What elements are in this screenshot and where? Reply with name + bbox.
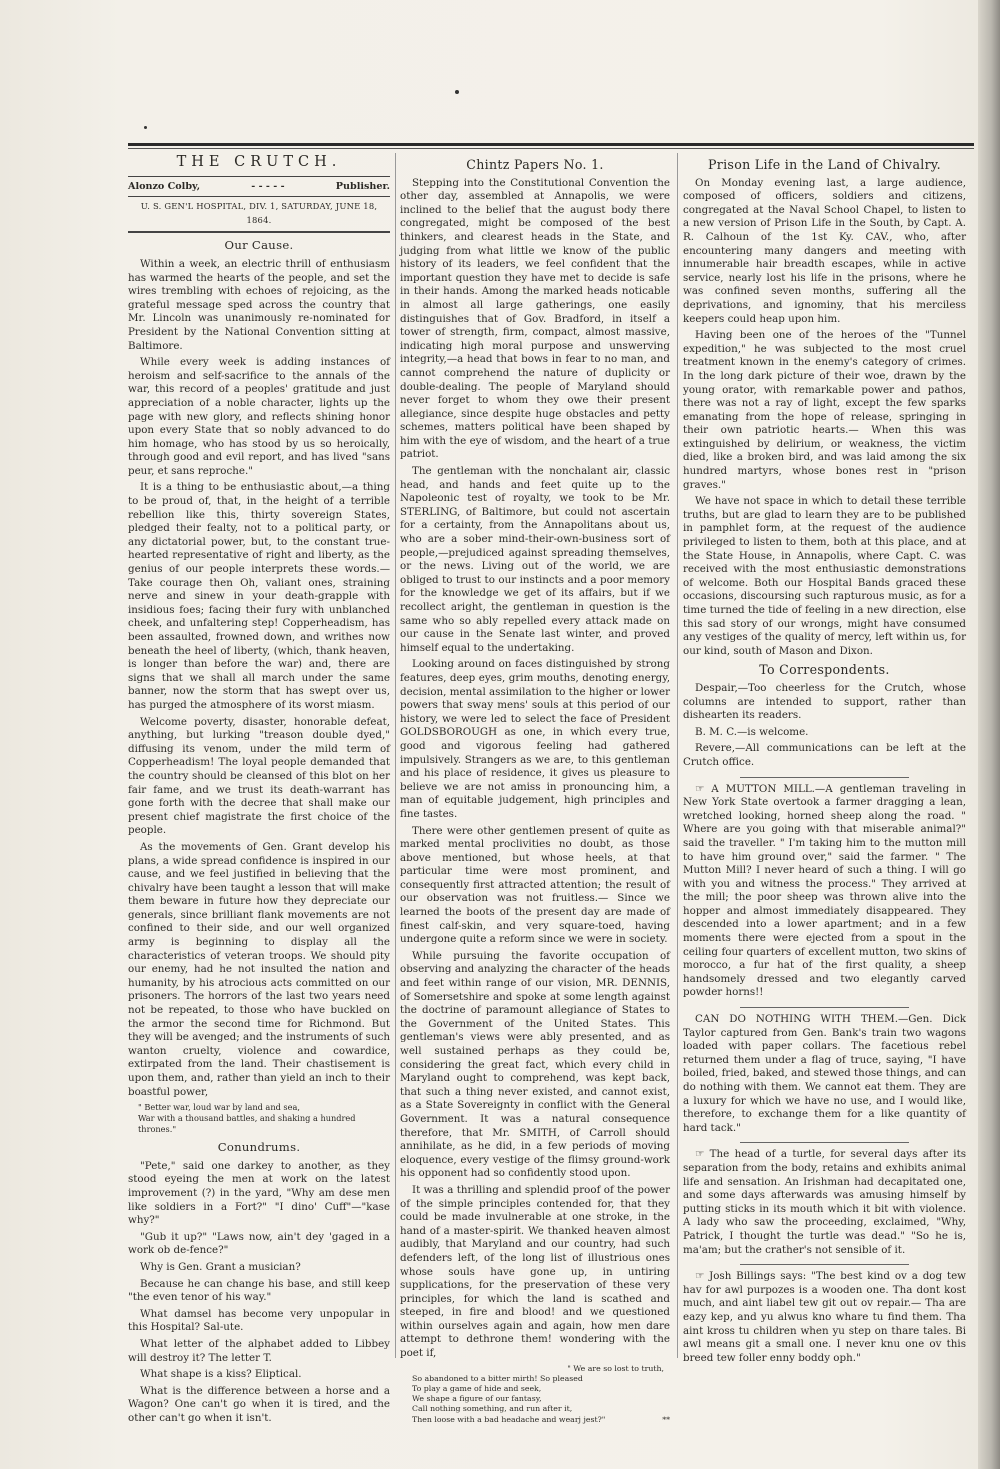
column-3 xyxy=(683,153,966,1368)
paragraph: Why is Gen. Grant a musician? xyxy=(140,1260,301,1273)
top-rule xyxy=(128,143,974,146)
paragraph: Despair,—Too cheerless for the Crutch, whose columns are intended to support, rather than dishearten its readers. xyxy=(683,681,966,722)
poem-line: Call nothing something, and run after it, xyxy=(412,1404,573,1414)
paragraph: While every week is adding instances of heroism and self-sacrifice to the annals of the war, this record of a peoples' gratitude and just appreciation of a noble character, lights up the page with new glory, and reflects shining honor upon every State that so nobly advanced to do him homage, who has stood by us so heroically, through good and evil report, and has lived "sans peur, et sans reproche." xyxy=(128,356,390,477)
paragraph: Having been one of the heroes of the "Tunnel expedition," he was subjected to the most cruel treatment known in the enemy's category of crimes. In the long dark picture of their woe, drawn by the young orator, with remarkable power and pathos, there was not a ray of light, except the few sparks emanating from the hope of release, springing in their own patriotic hearts.— When this was extinguished by delirium, or weakness, the victim died, like a broken bird, and was laid among the six hundred martyrs, whose bones rest in "prison graves." xyxy=(683,329,966,491)
publisher-row xyxy=(128,176,390,198)
editor-name: Alonzo Colby, xyxy=(128,180,201,192)
poem xyxy=(412,1364,670,1425)
column-rule xyxy=(677,153,678,1358)
column-1 xyxy=(128,153,390,1428)
our-cause-heading: Our Cause. xyxy=(224,238,294,253)
paragraph: On Monday evening last, a large audience, composed of officers, soldiers and citizens, congregated at the Naval School Chapel, to listen to a new version of Prison Life in the South, by Capt. A. R. Calhoun of the 1st Ky. CAV., who, after encountering many dangers and meeting with innumerable hair breadth escapes, while in active service, nearly lost his life in the prisons, where he was confined seven months, suffering all the deprivations, and ignominy, that his merciless keepers could heap upon him. xyxy=(683,176,966,325)
paragraph: We have not space in which to detail these terrible truths, but are glad to learn they are to be published in pamphlet form, at the request of the audience privileged to listen to them, both at this place, and at the State House, in Annapolis, where Capt. C. was received with the most enthusiastic demonstrations of welcome. Both our Hospital Bands graced these occasions, discoursing such rapturous music, as for a time turned the tide of feeling in a new direction, else this sad story of our wrongs, might have consumed any vestiges of the quality of mercy, left within us, for our kind, south of Mason and Dixon. xyxy=(683,495,966,657)
paragraph: What shape is a kiss? Eliptical. xyxy=(140,1368,302,1381)
separator xyxy=(740,1007,910,1008)
quote-line: " Better war, loud war by land and sea, xyxy=(138,1102,300,1113)
separator xyxy=(740,777,910,778)
poem-line: " We are so lost to truth, xyxy=(567,1363,664,1373)
column-2 xyxy=(400,153,670,1425)
speck xyxy=(144,126,147,129)
correspondents-heading: To Correspondents. xyxy=(759,662,890,678)
top-rule-thin xyxy=(128,148,974,149)
paragraph: Stepping into the Constitutional Convention the other day, assembled at Annapolis, we were inclined to the belief that the august body there congregated, might be composed of the best thinkers, and clearest heads in the State, and judging from what little we know of the public history of its leaders, we feel confident that the important question they have met to decide is safe in their hands. Among the marked heads noticable in almost all large gatherings, one easily distinguishes that of Gov. Bradford, in itself a tower of strength, firm, compact, almost massive, indicating high moral purpose and unswerving integrity,—a head that bows in fear to no man, and cannot comprehend the nature of duplicity or double-dealing. The people of Maryland should never forget to whom they owe their present allegiance, since despite huge obstacles and petty schemes, matters political have been shaped by him with the eye of wisdom, and the heart of a true patriot. xyxy=(400,176,670,461)
paragraph: There were other gentlemen present of quite as marked mental proclivities no doubt, as those above mentioned, but whose heels, at that particular time were most prominent, and consequently first attracted attention; the result of our observation was not fruitless.— Since we learned the boots of the present day are made of finest calf-skin, and very square-toed, having undergone quite a reform since we were in society. xyxy=(400,824,670,946)
separator xyxy=(740,1264,910,1265)
quotation xyxy=(138,1102,390,1135)
paragraph: What letter of the alphabet added to Libbey will destroy it? The letter T. xyxy=(128,1337,390,1364)
paragraph: Revere,—All communications can be left at the Crutch office. xyxy=(683,742,966,768)
conundrums-heading: Conundrums. xyxy=(217,1140,301,1155)
mutton-mill-item: ☞ A MUTTON MILL.—A gentleman traveling in New York State overtook a farmer dragging a lean, wretched looking, horned sheep along the road. " Where are you going with that miserable animal?" said the traveller. " I'm taking him to the mutton mill to have him ground over," said the farmer. " The Mutton Mill? I never heard of such a thing. I will go with you and witness the process." They arrived at the mill; the poor sheep was thrown alive into the hopper and almost immediately disappeared. They descended into a lower apartment; and in a few moments there were ejected from a spout in the ceiling four quarters of excellent mutton, two skins of morocco, a fur hat of the first quality, a sheep handsomely dressed and two elegantly carved powder horns!! xyxy=(683,782,966,999)
turtle-item: ☞ The head of a turtle, for several days after its separation from the body, retains and exhibits animal life and sensation. An Irishman had decapitated one, and some days afterwards was amusing himself by putting sticks in its mouth which it bit with violence. A lady who saw the proceeding, exclaimed, "Why, Patrick, I thought the turtle was dead." "So he is, ma'am; but the crather's not sensible of it. xyxy=(683,1148,966,1256)
paragraph: The gentleman with the nonchalant air, classic head, and hands and feet quite up to the Napoleonic test of royalty, we took to be Mr. STERLING, of Baltimore, but could not ascertain for a certainty, from the Annapolitans about us, who are a sober mind-their-own-business sort of people,—prejudiced against spreading themselves, or the news. Living out of the world, we are obliged to trust to our instincts and a poor memory for the knowledge we get of its affairs, but if we recollect aright, the gentleman in question is the same who so ably repelled every attack made on our cause in the Senate last winter, and proved himself equal to the undertaking. xyxy=(400,465,670,654)
poem-line: To play a game of hide and seek, xyxy=(412,1384,542,1394)
column-rule xyxy=(395,153,396,1358)
paragraph: Looking around on faces distinguished by strong features, deep eyes, grim mouths, denoting energy, decision, mental assimilation to the higher or lower powers that sway mens' souls at this period of our history, we were led to select the face of President GOLDSBOROUGH as one, in which every true, good and vigorous feeling had gathered impulsively. Strangers as we are, to this gentleman and his place of residence, it gives us pleasure to believe we are not amiss in pronouncing him, a man of equitable judgement, high principles and fine tastes. xyxy=(400,658,670,820)
paragraph: What damsel has become very unpopular in this Hospital? Sal-ute. xyxy=(128,1307,390,1334)
publisher-label: Publisher. xyxy=(335,180,390,192)
paper-collars-item: CAN DO NOTHING WITH THEM.—Gen. Dick Taylor captured from Gen. Bank's train two wagons loaded with paper collars. The facetious rebel returned them under a flag of truce, saying, "I have boiled, fried, baked, and stewed those things, and can do nothing with them. We cannot eat them. They are a luxury for which we have no use, and I would like, therefore, to exchange them for a like quantity of hard tack." xyxy=(683,1013,966,1134)
paragraph: "Pete," said one darkey to another, as they stood eyeing the men at work on the latest improvement (?) in the yard, "Why am dese men like soldiers in a Fort?" "I dino' Cuff"—"kase why?" xyxy=(128,1159,390,1227)
paragraph: It is a thing to be enthusiastic about,—a thing to be proud of, that, in the height of a terrible rebellion like this, thirty sovereign States, pledged their fealty, not to a political party, or any dictatorial power, but, to the constant true-hearted representative of right and liberty, as the genius of our people interprets these words.— Take courage then Oh, valiant ones, straining nerve and sinew in your death-grapple with insidious foes; facing their fury with unblanched cheek, and unfaltering step! Copperheadism, has been assaulted, frowned down, and writhes now beneath the heel of liberty, (which, thank heaven, is longer than before the war) and, there are signs that we shall all march under the same banner, now the storm that has swept over us, has purged the atmosphere of its worst miasm. xyxy=(128,481,390,711)
poem-line: We shape a figure of our fantasy, xyxy=(412,1394,542,1404)
separator xyxy=(740,1142,910,1143)
poem-line-text: Then loose with a bad headache and wearj jest?" xyxy=(412,1414,606,1424)
poem-line: So abandoned to a bitter mirth! So pleased xyxy=(412,1373,583,1383)
dashes: - - - - - xyxy=(251,180,285,192)
josh-billings-item: ☞ Josh Billings says: "The best kind ov a dog tew hav for awl purpozes is a wooden one. Tha dont kost much, and aint liabel tew git out ov repair.— Tha are eazy kep, and yu alwus kno whare tu find them. Tha aint kross tu children when yu step on thare tales. Bi awl means git a small one. I never knu one ov this breed tew foller enny boddy oph." xyxy=(683,1270,966,1364)
paragraph: What is the difference between a horse and a Wagon? One can't go when it is tired, and the other can't go when it isn't. xyxy=(128,1384,390,1424)
paragraph: It was a thrilling and splendid proof of the power of the simple principles contended for, that they could be made invulnerable at one stroke, in the hand of a master-spirit. We thanked heaven almost audibly, that Maryland and our country, had such defenders left, of the long list of illustrious ones whose souls have gone up, in untiring supplications, for the preservation of these very principles, for which the land is scathed and steeped, in fire and blood! and we questioned within ourselves again and again, how men dare attempt to dethrone them! wondering with the poet if, xyxy=(400,1183,670,1360)
dateline: U. S. GEN'L HOSPITAL, DIV. 1, SATURDAY, JUNE 18, 1864. xyxy=(128,197,390,233)
chintz-papers-heading: Chintz Papers No. 1. xyxy=(466,157,604,172)
quote-line: War with a thousand battles, and shaking a hundred thrones." xyxy=(138,1113,356,1135)
poem-line xyxy=(412,1415,670,1425)
signature: ** xyxy=(662,1414,670,1424)
prison-life-heading: Prison Life in the Land of Chivalry. xyxy=(708,157,941,172)
page-edge xyxy=(978,0,1000,1469)
masthead-title: THE CRUTCH. xyxy=(176,154,342,170)
paragraph: Because he can change his base, and still keep "the even tenor of his way." xyxy=(128,1277,390,1304)
paragraph: While pursuing the favorite occupation of observing and analyzing the character of the heads and feet within range of our vision, MR. DENNIS, of Somersetshire and spoke at some length against the doctrine of paramount allegiance of States to the Government of the United States. This gentleman's views were ably presented, and as well sustained perhaps as they could be, considering the great fact, which every child in Maryland ought to comprehend, was kept back, that such a thing never existed, and cannot exist, as a State Sovereignty in conflict with the General Government. It was a natural consequence therefore, that Mr. SMITH, of Carroll should annihilate, as he did, in a few periods of moving eloquence, every vestige of the flimsy ground-work his opponent had so confidently stood upon. xyxy=(400,949,670,1180)
paragraph: As the movements of Gen. Grant develop his plans, a wide spread confidence is inspired in our cause, and we feel justified in believing that the chivalry have been taught a lesson that will make them beware in future how they depreciate our generals, since brilliant flank movements are not confined to their side, and our well organized army is beginning to display all the characteristics of veteran troops. We should pity our enemy, had he not insulted the nation and humanity, by his atrocious acts committed on our prisoners. The horrors of the last two years need not be repeated, to those who have buckled on the armor the second time for Richmond. But they will be avenged; and the instruments of such wanton cruelty, violence and cowardice, extirpated from the land. Their chastisement is upon them, and, rather than yield an inch to their boastful power, xyxy=(128,840,390,1098)
paragraph: B. M. C.—is welcome. xyxy=(695,725,809,738)
speck xyxy=(455,90,459,94)
paragraph: Within a week, an electric thrill of enthusiasm has warmed the hearts of the people, and set the wires trembling with echoes of rejoicing, as the grateful message sped across the country that Mr. Lincoln was unanimously re-nominated for President by the National Convention sitting at Baltimore. xyxy=(128,257,390,352)
paragraph: "Gub it up?" "Laws now, ain't dey 'gaged in a work ob de-fence?" xyxy=(128,1230,390,1257)
paragraph: Welcome poverty, disaster, honorable defeat, anything, but lurking "treason double dyed," diffusing its venom, under the mild term of Copperheadism! The loyal people demanded that the country should be cleansed of this blot on her fair fame, and we trust its death-warrant has gone forth with the decree that shall make our present chief magistrate the first choice of the people. xyxy=(128,715,390,837)
